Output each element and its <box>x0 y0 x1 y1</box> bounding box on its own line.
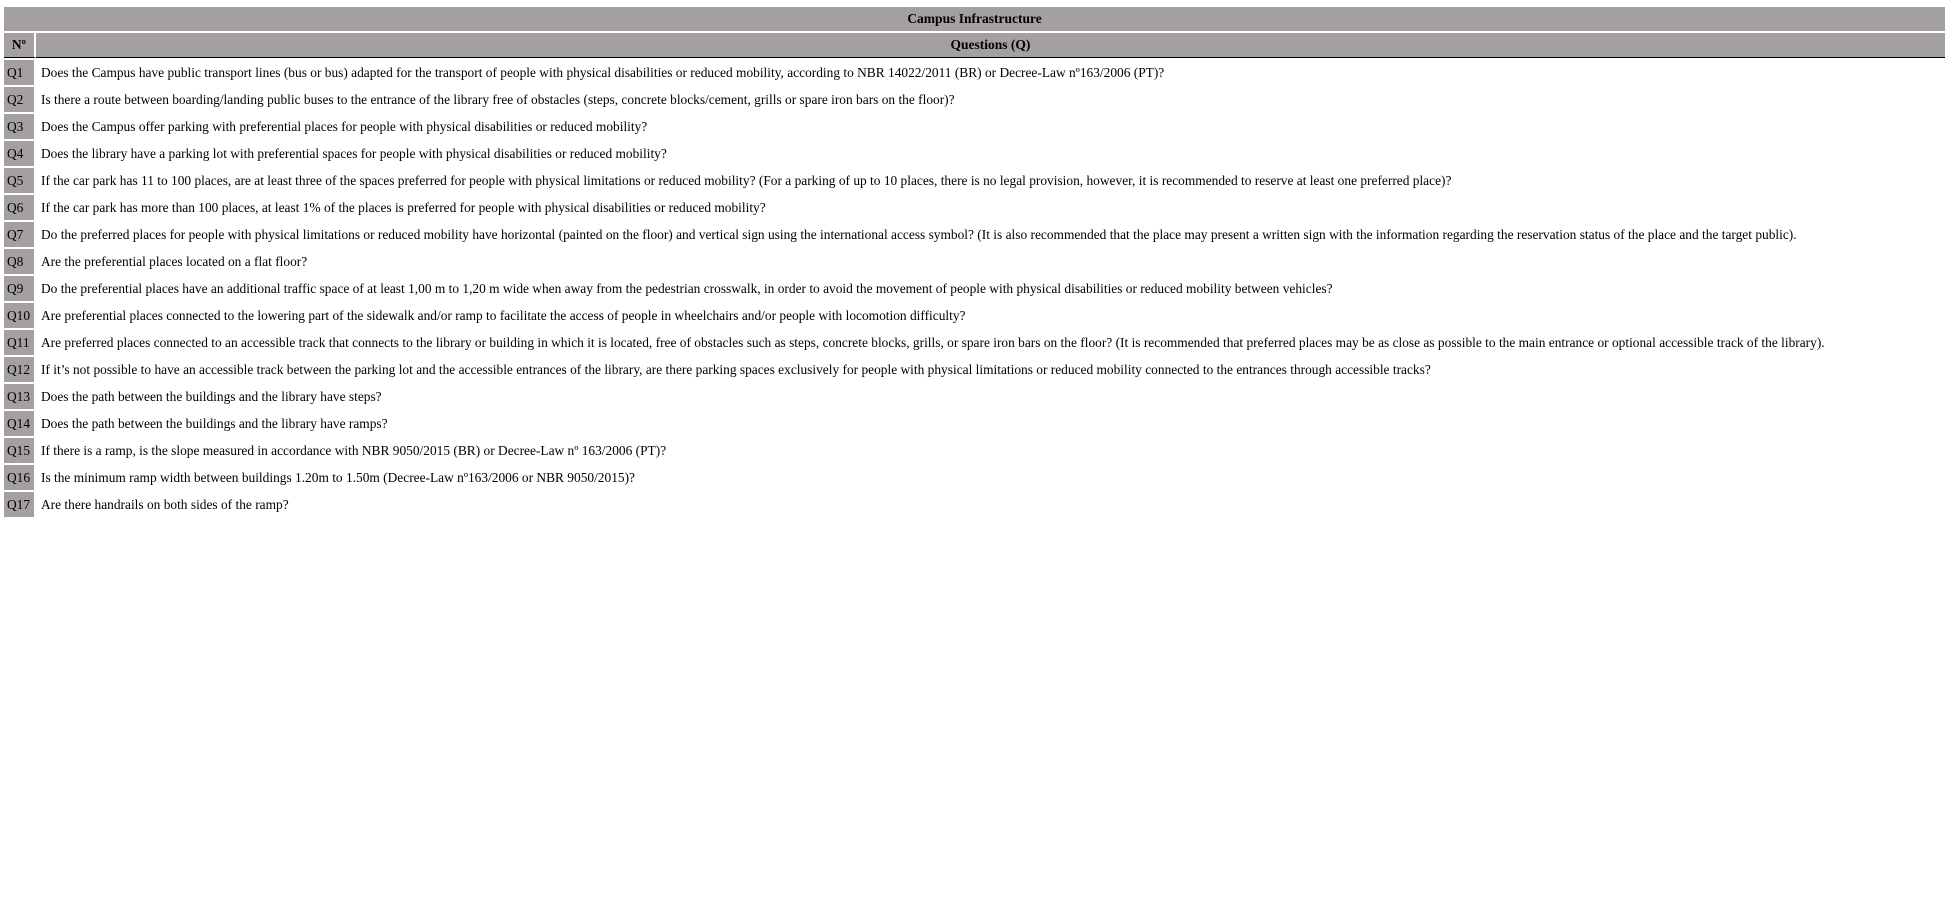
question-number: Q11 <box>4 330 36 355</box>
table-row <box>4 438 1945 463</box>
question-number: Q1 <box>4 60 36 85</box>
table-row <box>4 114 1945 139</box>
question-number: Q9 <box>4 276 36 301</box>
question-number: Q5 <box>4 168 36 193</box>
table-row <box>4 276 1945 301</box>
question-text: If there is a ramp, is the slope measured in accordance with NBR 9050/2015 (BR) or Decree-Law nº 163/2006 (PT)? <box>41 442 667 458</box>
question-text: Does the Campus offer parking with preferential places for people with physical disabilities or reduced mobility? <box>41 118 648 134</box>
question-number: Q17 <box>4 492 36 517</box>
table-row <box>4 330 1945 355</box>
question-number: Q4 <box>4 141 36 166</box>
campus-infrastructure-table <box>4 5 1945 519</box>
table-row <box>4 249 1945 274</box>
question-text: If the car park has more than 100 places, at least 1% of the places is preferred for people with physical disabilities or reduced mobility? <box>41 199 766 215</box>
question-text: Is there a route between boarding/landing public buses to the entrance of the library free of obstacles (steps, concrete blocks/cement, grills or spare iron bars on the floor)? <box>41 91 955 107</box>
question-text: Does the path between the buildings and the library have ramps? <box>41 415 388 431</box>
question-number: Q8 <box>4 249 36 274</box>
table-row <box>4 60 1945 85</box>
table-row <box>4 411 1945 436</box>
table-body <box>4 60 1945 517</box>
table-row <box>4 222 1945 247</box>
table-row <box>4 465 1945 490</box>
table-row <box>4 87 1945 112</box>
question-text: Are preferred places connected to an accessible track that connects to the library or building in which it is located, free of obstacles such as steps, concrete blocks, grills, or spare iron bars on the floor? (It is recommended that preferred places may be as close as possible to the main entrance or optional accessible track of the library). <box>41 334 1825 350</box>
question-text: If it’s not possible to have an accessible track between the parking lot and the accessible entrances of the library, are there parking spaces exclusively for people with physical limitations or reduced mobility connected to the entrances through accessible tracks? <box>41 361 1431 377</box>
question-text: Are the preferential places located on a flat floor? <box>41 253 308 269</box>
questions-column-header: Questions (Q) <box>36 33 1945 58</box>
question-number: Q16 <box>4 465 36 490</box>
table-row <box>4 492 1945 517</box>
question-number: Q7 <box>4 222 36 247</box>
question-number: Q15 <box>4 438 36 463</box>
table-row <box>4 357 1945 382</box>
campus-infrastructure-table-container <box>4 5 1945 519</box>
question-number: Q2 <box>4 87 36 112</box>
question-number: Q6 <box>4 195 36 220</box>
question-text: Does the path between the buildings and the library have steps? <box>41 388 382 404</box>
question-text: Does the Campus have public transport lines (bus or bus) adapted for the transport of people with physical disabilities or reduced mobility, according to NBR 14022/2011 (BR) or Decree-Law nº163/2006 (PT)? <box>41 64 1165 80</box>
question-text: Do the preferred places for people with physical limitations or reduced mobility have horizontal (painted on the floor) and vertical sign using the international access symbol? (It is also recommended that the place may present a written sign with the information regarding the reservation status of the place and the target public). <box>41 226 1797 242</box>
table-row <box>4 168 1945 193</box>
question-number: Q13 <box>4 384 36 409</box>
question-number: Q3 <box>4 114 36 139</box>
table-header-row <box>4 33 1945 58</box>
table-title: Campus Infrastructure <box>4 7 1945 31</box>
number-column-header: Nº <box>4 33 36 58</box>
question-text: Does the library have a parking lot with preferential spaces for people with physical disabilities or reduced mobility? <box>41 145 667 161</box>
question-text: If the car park has 11 to 100 places, are at least three of the spaces preferred for people with physical limitations or reduced mobility? (For a parking of up to 10 places, there is no legal provision, however, it is recommended to reserve at least one preferred place)? <box>41 172 1452 188</box>
question-number: Q10 <box>4 303 36 328</box>
question-number: Q14 <box>4 411 36 436</box>
question-text: Are there handrails on both sides of the ramp? <box>41 496 289 512</box>
question-text: Is the minimum ramp width between buildings 1.20m to 1.50m (Decree-Law nº163/2006 or NBR 9050/2015)? <box>41 469 635 485</box>
table-row <box>4 195 1945 220</box>
question-number: Q12 <box>4 357 36 382</box>
question-text: Do the preferential places have an additional traffic space of at least 1,00 m to 1,20 m wide when away from the pedestrian crosswalk, in order to avoid the movement of people with physical disabilities or reduced mobility between vehicles? <box>41 280 1333 296</box>
table-title-row <box>4 7 1945 31</box>
table-row <box>4 303 1945 328</box>
table-row <box>4 141 1945 166</box>
question-text: Are preferential places connected to the lowering part of the sidewalk and/or ramp to facilitate the access of people in wheelchairs and/or people with locomotion difficulty? <box>41 307 966 323</box>
table-row <box>4 384 1945 409</box>
